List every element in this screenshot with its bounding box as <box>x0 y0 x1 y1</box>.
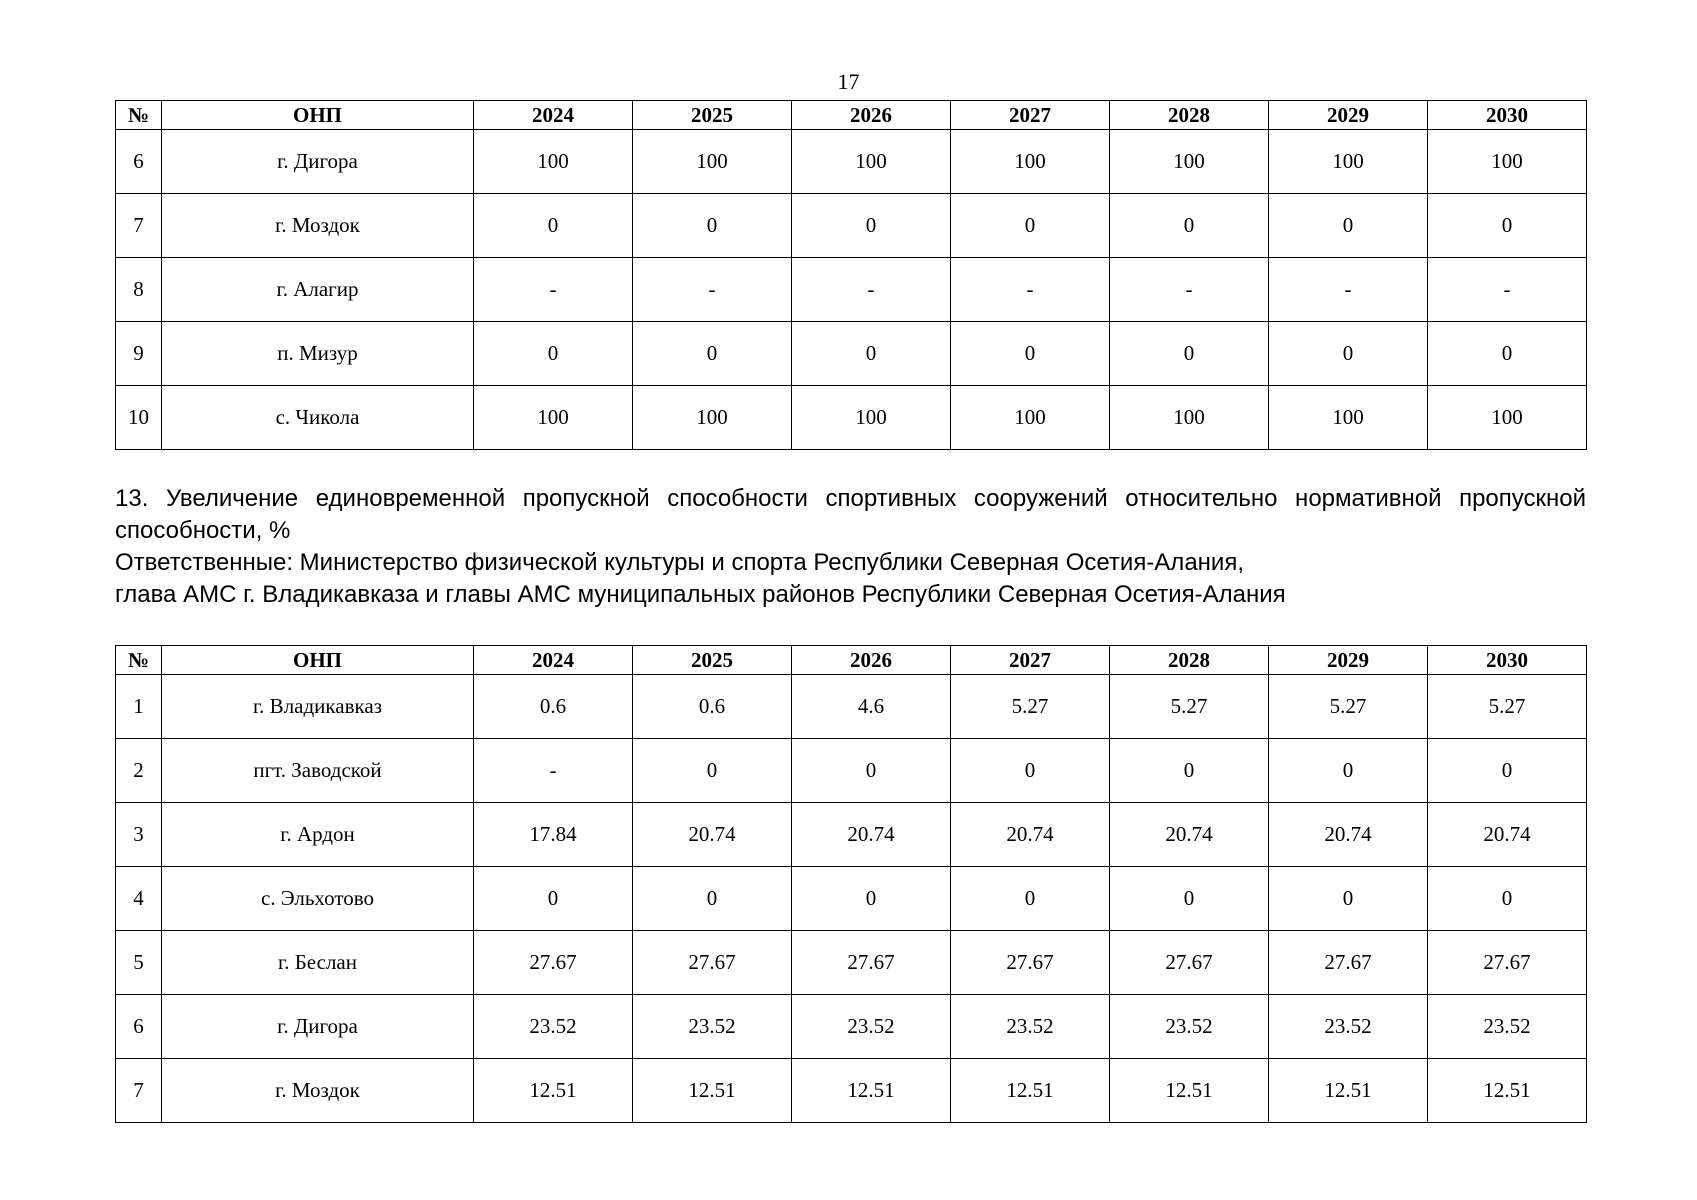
header-year: 2024 <box>474 646 633 675</box>
value-cell: 100 <box>1269 386 1428 450</box>
value-cell: 0 <box>1428 194 1587 258</box>
header-year: 2027 <box>951 646 1110 675</box>
value-cell: 0 <box>792 194 951 258</box>
value-cell: 0 <box>633 867 792 931</box>
settlement-cell: п. Мизур <box>162 322 474 386</box>
settlement-cell: г. Моздок <box>162 1059 474 1123</box>
value-cell: 12.51 <box>792 1059 951 1123</box>
value-cell: 0 <box>1110 739 1269 803</box>
header-row <box>116 101 1587 130</box>
value-cell: 100 <box>951 386 1110 450</box>
row-number-cell: 6 <box>116 995 162 1059</box>
value-cell: 17.84 <box>474 803 633 867</box>
table-row <box>116 386 1587 450</box>
value-cell: 0 <box>1428 867 1587 931</box>
row-number-cell: 2 <box>116 739 162 803</box>
table-row <box>116 867 1587 931</box>
value-cell: 23.52 <box>1110 995 1269 1059</box>
settlement-cell: г. Владикавказ <box>162 675 474 739</box>
row-number-cell: 6 <box>116 130 162 194</box>
header-year: 2025 <box>633 646 792 675</box>
table-row <box>116 675 1587 739</box>
value-cell: 0 <box>1269 739 1428 803</box>
value-cell: 12.51 <box>951 1059 1110 1123</box>
responsible-line-1: Ответственные: Министерство физической культуры и спорта Республики Северная Осетия-Алания, <box>115 549 1244 576</box>
value-cell: 27.67 <box>633 931 792 995</box>
header-year: 2030 <box>1428 646 1587 675</box>
value-cell: 5.27 <box>1110 675 1269 739</box>
value-cell: - <box>792 258 951 322</box>
row-number-cell: 4 <box>116 867 162 931</box>
section-13 <box>115 483 1586 611</box>
settlement-cell: г. Дигора <box>162 130 474 194</box>
header-year: 2029 <box>1269 101 1428 130</box>
row-number-cell: 5 <box>116 931 162 995</box>
value-cell: 100 <box>1428 130 1587 194</box>
row-number-cell: 7 <box>116 1059 162 1123</box>
value-cell: 0 <box>1269 867 1428 931</box>
row-number-cell: 8 <box>116 258 162 322</box>
value-cell: 27.67 <box>792 931 951 995</box>
value-cell: 23.52 <box>792 995 951 1059</box>
value-cell: 100 <box>474 386 633 450</box>
settlement-cell: г. Беслан <box>162 931 474 995</box>
value-cell: 100 <box>1269 130 1428 194</box>
header-year: 2028 <box>1110 646 1269 675</box>
header-year: 2024 <box>474 101 633 130</box>
value-cell: 4.6 <box>792 675 951 739</box>
value-cell: 0 <box>792 739 951 803</box>
section-title: 13. Увеличение единовременной пропускной способности спортивных сооружений относительно нормативной пропускной способности, % <box>115 485 1586 544</box>
value-cell: 27.67 <box>951 931 1110 995</box>
value-cell: 0 <box>1110 322 1269 386</box>
value-cell: 27.67 <box>474 931 633 995</box>
value-cell: 5.27 <box>1428 675 1587 739</box>
value-cell: 5.27 <box>951 675 1110 739</box>
value-cell: 23.52 <box>951 995 1110 1059</box>
row-number-cell: 3 <box>116 803 162 867</box>
table-row <box>116 322 1587 386</box>
settlement-cell: г. Ардон <box>162 803 474 867</box>
responsible-line-2: глава АМС г. Владикавказа и главы АМС муниципальных районов Республики Северная Осетия-Алания <box>115 581 1286 608</box>
page-number: 17 <box>837 69 860 94</box>
value-cell: 100 <box>474 130 633 194</box>
row-number-cell: 1 <box>116 675 162 739</box>
value-cell: 0 <box>633 194 792 258</box>
table-row <box>116 995 1587 1059</box>
value-cell: 100 <box>792 130 951 194</box>
value-cell: 100 <box>633 130 792 194</box>
header-year: 2025 <box>633 101 792 130</box>
value-cell: - <box>474 258 633 322</box>
header-onp: ОНП <box>162 646 474 675</box>
value-cell: 0 <box>633 739 792 803</box>
value-cell: 20.74 <box>1428 803 1587 867</box>
settlement-cell: с. Чикола <box>162 386 474 450</box>
settlement-cell: г. Дигора <box>162 995 474 1059</box>
value-cell: 20.74 <box>951 803 1110 867</box>
value-cell: 27.67 <box>1428 931 1587 995</box>
header-number: № <box>116 646 162 675</box>
table-header <box>116 646 1587 675</box>
value-cell: 5.27 <box>1269 675 1428 739</box>
header-year: 2026 <box>792 646 951 675</box>
row-number-cell: 9 <box>116 322 162 386</box>
value-cell: 0 <box>1269 194 1428 258</box>
value-cell: 100 <box>633 386 792 450</box>
value-cell: 12.51 <box>474 1059 633 1123</box>
header-year: 2029 <box>1269 646 1428 675</box>
table-row <box>116 258 1587 322</box>
value-cell: 0 <box>1110 194 1269 258</box>
indicator-table-section-13 <box>115 645 1587 1123</box>
value-cell: 12.51 <box>1428 1059 1587 1123</box>
value-cell: 27.67 <box>1269 931 1428 995</box>
value-cell: 0 <box>474 867 633 931</box>
settlement-cell: с. Эльхотово <box>162 867 474 931</box>
header-year: 2027 <box>951 101 1110 130</box>
indicator-table-previous <box>115 100 1587 450</box>
value-cell: 23.52 <box>1269 995 1428 1059</box>
value-cell: 12.51 <box>633 1059 792 1123</box>
value-cell: 100 <box>1110 386 1269 450</box>
value-cell: - <box>1110 258 1269 322</box>
value-cell: 0.6 <box>633 675 792 739</box>
table-row <box>116 803 1587 867</box>
table-row <box>116 1059 1587 1123</box>
row-number-cell: 7 <box>116 194 162 258</box>
value-cell: 0 <box>1269 322 1428 386</box>
value-cell: 23.52 <box>474 995 633 1059</box>
value-cell: 20.74 <box>1110 803 1269 867</box>
value-cell: - <box>474 739 633 803</box>
value-cell: 20.74 <box>1269 803 1428 867</box>
value-cell: 100 <box>951 130 1110 194</box>
value-cell: 0 <box>792 867 951 931</box>
value-cell: - <box>1269 258 1428 322</box>
value-cell: 20.74 <box>633 803 792 867</box>
value-cell: 0 <box>474 322 633 386</box>
settlement-cell: г. Алагир <box>162 258 474 322</box>
value-cell: 0 <box>951 867 1110 931</box>
value-cell: 0 <box>951 322 1110 386</box>
table-row <box>116 739 1587 803</box>
header-number: № <box>116 101 162 130</box>
value-cell: 23.52 <box>1428 995 1587 1059</box>
table-body <box>116 130 1587 450</box>
row-number-cell: 10 <box>116 386 162 450</box>
table-row <box>116 194 1587 258</box>
header-year: 2026 <box>792 101 951 130</box>
table-header <box>116 101 1587 130</box>
header-row <box>116 646 1587 675</box>
value-cell: 0 <box>792 322 951 386</box>
value-cell: - <box>951 258 1110 322</box>
table-row <box>116 931 1587 995</box>
value-cell: - <box>633 258 792 322</box>
table-body <box>116 675 1587 1123</box>
value-cell: 12.51 <box>1110 1059 1269 1123</box>
value-cell: 0 <box>474 194 633 258</box>
value-cell: 0 <box>1428 322 1587 386</box>
settlement-cell: г. Моздок <box>162 194 474 258</box>
value-cell: 100 <box>792 386 951 450</box>
value-cell: 0 <box>951 194 1110 258</box>
value-cell: 0.6 <box>474 675 633 739</box>
value-cell: 23.52 <box>633 995 792 1059</box>
value-cell: 0 <box>951 739 1110 803</box>
settlement-cell: пгт. Заводской <box>162 739 474 803</box>
value-cell: - <box>1428 258 1587 322</box>
value-cell: 0 <box>633 322 792 386</box>
value-cell: 20.74 <box>792 803 951 867</box>
value-cell: 0 <box>1110 867 1269 931</box>
table-row <box>116 130 1587 194</box>
value-cell: 100 <box>1110 130 1269 194</box>
value-cell: 0 <box>1428 739 1587 803</box>
header-year: 2030 <box>1428 101 1587 130</box>
value-cell: 27.67 <box>1110 931 1269 995</box>
header-onp: ОНП <box>162 101 474 130</box>
value-cell: 12.51 <box>1269 1059 1428 1123</box>
header-year: 2028 <box>1110 101 1269 130</box>
value-cell: 100 <box>1428 386 1587 450</box>
